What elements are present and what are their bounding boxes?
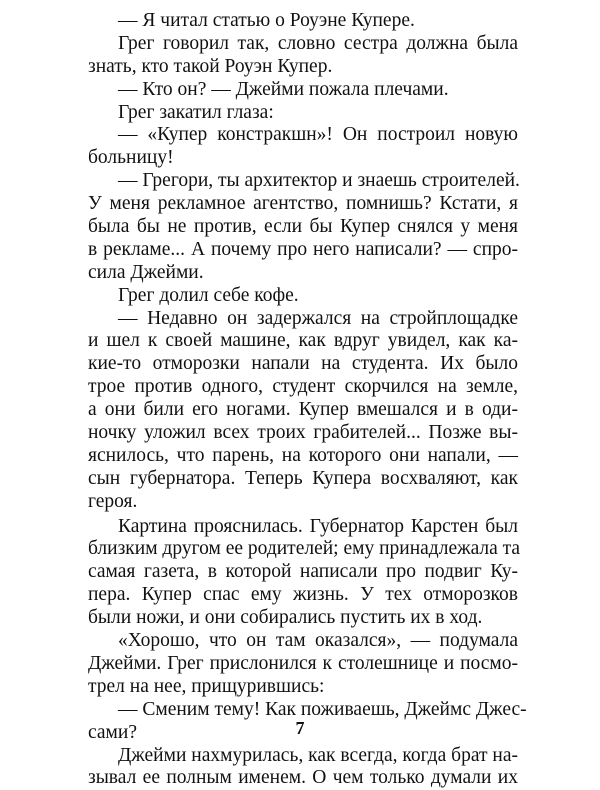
text-line: Грег долил себе кофе. — [118, 284, 299, 306]
text-line: ночку уложил всех троих грабителей... Позже вы- — [88, 422, 518, 444]
text-line: героя. — [88, 490, 138, 512]
text-line: близким другом ее родителей; ему принадлежала та — [88, 538, 521, 560]
text-line: сила Джейми. — [88, 261, 204, 283]
text-line: У меня рекламное агентство, помнишь? Кстати, я — [88, 193, 518, 215]
text-line: сами? — [88, 721, 137, 743]
text-line: зывал ее полным именем. О чем только думали их — [88, 767, 518, 789]
text-line: пера. Купер спас ему жизнь. У тех отморозков — [88, 584, 518, 606]
text-line: сын губернатора. Теперь Купера восхваляют, как — [88, 467, 518, 489]
text-line: в рекламе... А почему про него написали? — спро- — [88, 238, 518, 260]
text-line: самая газета, в которой написали про подвиг Ку- — [88, 561, 518, 583]
page-number: 7 — [295, 718, 305, 738]
text-line: «Хорошо, что он там оказался», — подумала — [118, 630, 518, 652]
text-line: знать, кто такой Роуэн Купер. — [88, 55, 333, 77]
text-line: — «Купер констракшн»! Он построил новую — [118, 124, 518, 146]
text-line: — Сменим тему! Как поживаешь, Джеймс Джес- — [118, 698, 527, 720]
text-line: и шел к своей машине, как вдруг увидел, как ка- — [88, 330, 518, 352]
text-line: кие-то отморозки напали на студента. Их было — [88, 353, 518, 375]
text-line: Картина прояснилась. Губернатор Карстен был — [118, 515, 518, 537]
text-line: — Кто он? — Джейми пожала плечами. — [118, 78, 449, 100]
text-line: трое против одного, студент скорчился на земле, — [88, 376, 518, 398]
text-line: Грег закатил глаза: — [118, 101, 274, 123]
text-line: была бы не против, если бы Купер снялся у меня — [88, 216, 518, 238]
text-line: были ножи, и они собирались пустить их в ход. — [88, 607, 483, 629]
text-line: Грег говорил так, словно сестра должна была — [118, 32, 518, 54]
text-line: яснилось, что парень, на которого они напали, — — [88, 444, 518, 466]
text-line: Джейми нахмурилась, как всегда, когда брат на- — [118, 744, 518, 766]
text-line: больницу! — [88, 147, 174, 169]
text-line: — Недавно он задержался на стройплощадке — [118, 307, 518, 329]
text-line: а они били его ногами. Купер вмешался и в оди- — [88, 399, 518, 421]
text-line: — Я читал статью о Роуэне Купере. — [118, 10, 415, 31]
text-line: — Грегори, ты архитектор и знаешь строителей. — [118, 170, 520, 192]
text-line: Джейми. Грег прислонился к столешнице и посмо- — [88, 652, 518, 674]
body-text — [88, 10, 527, 790]
text-line: трел на нее, прищурившись: — [88, 675, 325, 697]
